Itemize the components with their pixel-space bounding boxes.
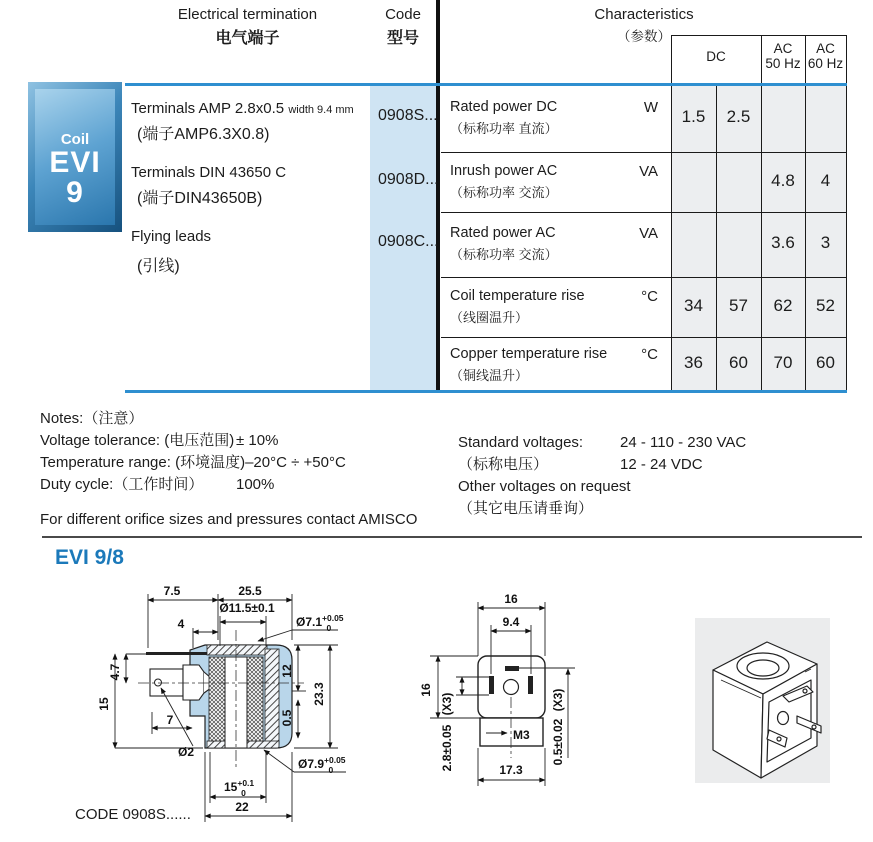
coil-badge-line3: 9 [66, 176, 84, 209]
section-divider [42, 536, 862, 538]
dim-12: 12 [280, 664, 294, 678]
value-col-bg-1 [672, 86, 716, 390]
plate-hole [778, 712, 789, 725]
termination-leads-en: Flying leads [131, 228, 212, 245]
char-row-copper-temp: Copper temperature rise （铜线温升） [450, 346, 608, 383]
spade-right-hole [812, 725, 816, 729]
other-voltages-en: Other voltages on request [458, 478, 631, 495]
dim-15-left: 15 [97, 697, 111, 711]
table-bottom-border [125, 390, 847, 393]
dim-0-5: 0.5 [280, 709, 294, 727]
char-row-rated-ac: Rated power AC （标称功率 交流） [450, 225, 558, 262]
spade-left-hole [777, 737, 781, 741]
subheader-top-line [671, 35, 847, 36]
termination-row-amp [131, 100, 354, 144]
value-cell: 60 [729, 353, 748, 372]
unit-inrush-ac: VA [639, 163, 658, 180]
value-cell: 57 [729, 296, 748, 315]
dim-7-9: $Ø7.9^{+0.05}$ 0 [298, 755, 346, 775]
value-cell: 36 [684, 353, 703, 372]
col-header-dc: DC [706, 49, 726, 64]
grid-v2 [716, 86, 717, 390]
value-cell: 4 [820, 171, 831, 190]
section-title: EVI 9/8 [55, 546, 124, 569]
notes-section [40, 408, 417, 531]
dim-7-5: 7.5 [163, 584, 181, 598]
connector-base [480, 718, 543, 746]
code-caption: CODE 0908S...... [75, 806, 191, 823]
dim-0-5-right: 0.5±0.02 [551, 718, 565, 766]
row-sep-4 [441, 337, 847, 338]
code-0908C: 0908C... [378, 233, 439, 250]
value-col-bg-2 [717, 86, 761, 390]
dim-15-bottom: $15^{+0.1}$ 0 [224, 778, 255, 798]
notes-title: Notes:（注意） [40, 410, 144, 427]
unit-rated-ac: VA [639, 225, 658, 242]
dim-22: 22 [235, 800, 249, 814]
termination-amp-zh: (端子AMP6.3X0.8) [137, 126, 270, 143]
termination-row-leads [131, 228, 211, 276]
coil-badge-line2: EVI [49, 146, 101, 179]
standard-voltages-label-zh: （标称电压） [458, 456, 549, 473]
dim-23-3: 23.3 [312, 682, 326, 706]
top-hole [747, 660, 779, 676]
dim-phi2: Ø2 [178, 745, 195, 759]
dim-4-7: 4.7 [108, 663, 122, 681]
dim-7-1: $Ø7.1^{+0.05}$ 0 [296, 613, 344, 633]
value-cell: 70 [773, 353, 793, 372]
terminal-blade [146, 652, 208, 655]
coil-badge-line1: Coil [60, 131, 90, 148]
header-characteristics [441, 6, 847, 45]
unit-copper-temp: °C [641, 346, 658, 363]
standard-voltages-vdc: 12 - 24 VDC [620, 456, 703, 473]
header-electrical-en: Electrical termination [177, 6, 318, 23]
row-sep-3 [441, 277, 847, 278]
table-top-border [125, 83, 847, 86]
grid-v5 [846, 86, 847, 390]
blade-top [505, 666, 519, 671]
dim-16-top: 16 [504, 592, 518, 606]
hex-nut [183, 665, 204, 700]
dim-17-3: 17.3 [499, 763, 523, 777]
value-cell: 2.5 [726, 107, 751, 126]
termination-amp-en: Terminals AMP 2.8x0.5 [131, 100, 285, 117]
left-dimension-drawing [95, 565, 395, 842]
blade-right [528, 676, 533, 694]
dim-m3: M3 [513, 728, 530, 742]
char-row-coil-temp: Coil temperature rise （线圈温升） [450, 288, 585, 325]
notes-duty-cycle: Duty cycle:（工作时间） 100% [40, 476, 275, 493]
notes-temperature-range: Temperature range: (环境温度) –20°C ÷ +50°C [40, 454, 346, 471]
dim-x3-right: (X3) [551, 688, 565, 712]
center-hole [504, 680, 519, 695]
header-code [368, 6, 438, 48]
coil-badge-inner [35, 89, 115, 225]
col-header-ac50: AC 50 Hz [765, 41, 801, 71]
value-cell: 60 [816, 353, 835, 372]
row-sep-2 [441, 212, 847, 213]
dim-9-4: 9.4 [502, 615, 520, 629]
char-row-inrush-ac: Inrush power AC （标称功率 交流） [450, 163, 558, 200]
dim-11-5: Ø11.5±0.1 [219, 601, 275, 615]
code-0908S: 0908S... [378, 107, 438, 124]
coil-3d-panel [695, 618, 830, 783]
header-characteristics-en: Characteristics [594, 6, 694, 23]
termination-leads-zh: (引线) [137, 258, 180, 275]
unit-coil-temp: °C [641, 288, 658, 305]
thick-column-divider [436, 0, 440, 392]
termination-amp-width: width 9.4 mm [288, 104, 354, 116]
dim-25-5: 25.5 [238, 584, 262, 598]
value-cell: 4.8 [771, 171, 795, 190]
dim-x3-left: (X3) [440, 692, 454, 716]
dim-2-8: 2.8±0.05 [440, 724, 454, 772]
termination-row-din [131, 164, 286, 208]
coil-cross-section [138, 630, 304, 768]
row-sep-1 [441, 152, 847, 153]
winding-left [209, 657, 225, 741]
code-0908D: 0908D... [378, 171, 439, 188]
unit-rated-dc: W [643, 99, 658, 116]
header-electrical-zh: 电气端子 [215, 30, 280, 47]
dim-16-left: 16 [419, 683, 433, 697]
middle-dimension-drawing [400, 582, 690, 808]
dim-7: 7 [166, 713, 174, 727]
termination-din-zh: (端子DIN43650B) [137, 190, 263, 207]
header-electrical-termination [125, 6, 370, 48]
notes-footer: For different orifice sizes and pressures contact AMISCO [40, 511, 418, 528]
notes-voltage-tolerance: Voltage tolerance: (电压范围) ± 10% [40, 432, 279, 449]
value-cell: 3 [820, 233, 831, 252]
char-row-rated-dc: Rated power DC （标称功率 直流） [450, 99, 558, 136]
top-flange-hatch [207, 645, 267, 655]
connector-top-view [478, 656, 545, 758]
header-code-zh: 型号 [386, 30, 419, 47]
header-characteristics-zh: （参数） [617, 29, 671, 44]
coil-product-image [28, 82, 122, 232]
col-header-ac60: AC 60 Hz [807, 41, 844, 71]
value-cell: 62 [773, 296, 793, 315]
blade-left [489, 676, 494, 694]
spade-top-hole [803, 689, 807, 693]
standard-voltages-vac: 24 - 110 - 230 VAC [620, 434, 747, 451]
subheader-line-4 [846, 35, 847, 83]
plug-hole [155, 679, 162, 686]
termination-din-en: Terminals DIN 43650 C [131, 164, 287, 181]
value-cell: 34 [684, 296, 703, 315]
standard-voltages-label: Standard voltages: [458, 434, 584, 451]
voltages-section [458, 432, 746, 520]
coil-3d-drawing [695, 618, 830, 783]
outer-shell-hatch [265, 649, 279, 744]
value-cell: 3.6 [771, 233, 795, 252]
value-cell: 1.5 [681, 107, 706, 126]
other-voltages-zh: （其它电压请垂询） [458, 500, 594, 517]
dim-4: 4 [177, 617, 185, 631]
header-code-en: Code [385, 6, 421, 23]
value-cell: 52 [816, 296, 835, 315]
grid-v1 [671, 86, 672, 390]
winding-right [247, 657, 263, 741]
